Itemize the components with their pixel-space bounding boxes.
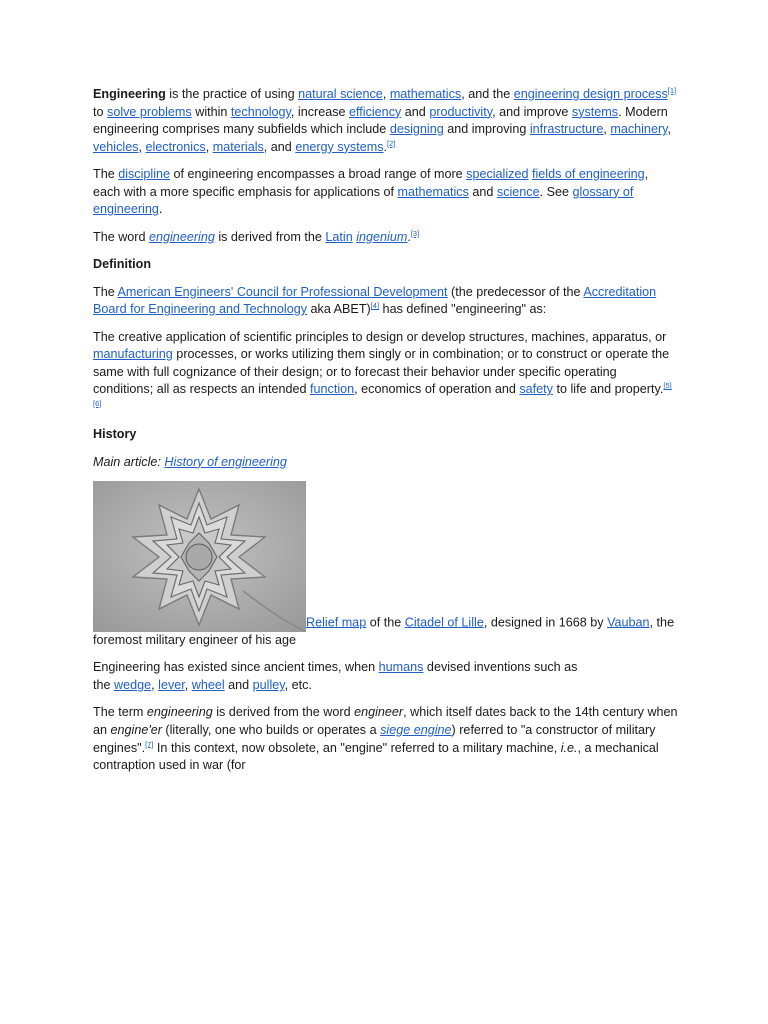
text-run: , <box>667 122 672 137</box>
text-run: , the foremost military engineer of his age <box>93 615 675 648</box>
citation-link[interactable]: [6] <box>93 398 102 408</box>
text-run: , each with a more specific emphasis for applications of <box>93 167 649 199</box>
link-mathematics[interactable]: mathematics <box>389 87 462 101</box>
text-run: The word <box>93 229 149 244</box>
link-history-of-engineering[interactable] <box>164 455 287 469</box>
text-run: to <box>93 104 108 119</box>
text-run: Engineering has existed since ancient times, when <box>93 660 379 675</box>
text-run: and <box>224 678 253 693</box>
text-run: . <box>383 139 387 154</box>
text-run: of engineering encompasses a broad range of more <box>170 167 467 182</box>
bold-term: Engineering <box>93 87 166 101</box>
text-run: is the practice of using <box>165 87 299 101</box>
link-materials[interactable]: materials <box>212 139 264 154</box>
link-machinery[interactable]: machinery <box>610 122 668 137</box>
italic-text: ingenium <box>356 229 408 244</box>
text-run: , and <box>263 139 296 154</box>
link-mathematics-2[interactable]: mathematics <box>397 184 469 199</box>
citation-link[interactable]: [5] <box>663 381 672 391</box>
text-run: , <box>184 678 192 693</box>
text-run: , economics of operation and <box>354 382 520 397</box>
link-designing[interactable]: designing <box>389 122 444 137</box>
text-run: The creative application of scientific principles to design or develop structures, machines, apparatus, or <box>93 329 667 344</box>
italic-text: engineering <box>149 229 215 244</box>
definition-quote-paragraph <box>93 329 678 417</box>
link-discipline[interactable]: discipline <box>118 167 171 182</box>
link-ecpd[interactable]: American Engineers' Council for Professional Development <box>117 284 448 299</box>
link-safety[interactable]: safety <box>519 382 553 397</box>
link-function[interactable]: function <box>310 382 355 397</box>
link-citadel-of-lille[interactable]: Citadel of Lille <box>404 615 484 630</box>
link-relief-map[interactable]: Relief map <box>306 615 367 630</box>
text-run: The <box>93 284 118 299</box>
link-humans[interactable]: humans <box>378 660 424 675</box>
text-run: , etc. <box>284 678 312 693</box>
text-run: ) referred to "a constructor of military engines". <box>93 723 656 755</box>
link-latin[interactable]: Latin <box>325 229 353 244</box>
italic-text: i.e. <box>560 740 578 755</box>
link-energy-systems[interactable]: energy systems <box>295 139 384 154</box>
text-run: . <box>407 229 411 244</box>
text-run: and improving <box>443 122 530 137</box>
citation-4[interactable] <box>371 301 379 310</box>
link-technology[interactable]: technology <box>230 104 291 119</box>
link-systems[interactable]: systems <box>571 104 619 119</box>
text-run: , <box>151 678 159 693</box>
etymology-paragraph <box>93 229 678 247</box>
main-article-label: Main article: <box>93 454 165 469</box>
text-run: . See <box>539 184 573 199</box>
citation-2[interactable] <box>387 139 395 148</box>
citation-5[interactable] <box>663 381 671 390</box>
document-page <box>93 86 678 785</box>
italic-text: engineering <box>146 705 213 720</box>
text-run: , which itself dates back to the 14th century when an <box>93 705 678 738</box>
text-run: , designed in 1668 by <box>483 615 608 630</box>
text-run: , increase <box>290 104 350 119</box>
link-abet[interactable]: Accreditation Board for Engineering and Technology <box>93 284 657 317</box>
link-wheel[interactable]: wheel <box>191 678 225 693</box>
text-run: to life and property. <box>552 382 664 397</box>
definition-paragraph <box>93 284 678 319</box>
section-heading-definition: Definition <box>93 257 152 272</box>
link-productivity[interactable]: productivity <box>429 104 493 119</box>
text-run: . Modern engineering comprises many subfields which include <box>93 104 668 137</box>
link-infrastructure[interactable]: infrastructure <box>529 122 604 137</box>
text-run: . <box>158 202 163 217</box>
text-run: , a mechanical contraption used in war (for <box>93 740 659 773</box>
text-run: is derived from the <box>214 229 326 244</box>
link-electronics[interactable]: electronics <box>145 139 206 154</box>
text-run: of the <box>366 615 405 630</box>
section-heading-history: History <box>93 427 137 442</box>
citation-1[interactable] <box>668 86 676 95</box>
citation-link[interactable]: [3] <box>410 228 420 238</box>
link-engineering-design-process[interactable]: engineering design process <box>513 87 668 101</box>
term-origin-paragraph <box>93 704 678 774</box>
text-run: processes, or works utilizing them singly or in combination; or to construct or operate the same with full cognizance of their design; or to forecast their behavior under specific operating conditions; all as respects an intended <box>93 347 670 397</box>
text-run: , and improve <box>492 104 572 119</box>
text-run: , <box>603 122 611 137</box>
link-engineering[interactable] <box>149 230 215 244</box>
italic-text: engineer <box>354 705 404 720</box>
link-siege-engine[interactable] <box>380 723 451 737</box>
text-run: The term <box>93 705 147 720</box>
citation-link[interactable]: [1] <box>667 85 677 95</box>
italic-text: siege engine <box>380 723 452 738</box>
text-run: has defined "engineering" as: <box>379 302 547 317</box>
link-vehicles[interactable]: vehicles <box>93 139 139 154</box>
text-run: (literally, one who builds or operates a <box>161 723 381 738</box>
text-run: , <box>382 87 390 101</box>
text-run: , <box>138 139 146 154</box>
link-natural-science[interactable]: natural science <box>298 87 383 101</box>
italic-text: History of engineering <box>164 454 287 469</box>
text-run: The <box>93 167 119 182</box>
text-run: is derived from the word <box>212 705 355 720</box>
text-run: aka ABET) <box>307 302 371 317</box>
figure-with-caption <box>93 481 678 650</box>
citation-3[interactable] <box>411 229 419 238</box>
citation-link[interactable]: [4] <box>370 300 380 310</box>
main-article-note <box>93 454 678 472</box>
link-efficiency[interactable]: efficiency <box>349 104 402 119</box>
intro-paragraph <box>93 86 678 156</box>
citadel-relief-image <box>93 481 306 632</box>
discipline-paragraph <box>93 166 678 219</box>
link-pulley[interactable]: pulley <box>252 678 285 693</box>
link-fields-of-engineering[interactable]: fields of engineering <box>531 167 645 182</box>
link-specialized[interactable]: specialized <box>466 167 529 182</box>
text-run: , <box>205 139 213 154</box>
relief-map-image[interactable] <box>93 481 306 632</box>
text-run: In this context, now obsolete, an "engine" referred to a military machine, <box>153 740 561 755</box>
link-science[interactable]: science <box>496 184 540 199</box>
text-run: within <box>191 104 231 119</box>
text-run: (the predecessor of the <box>447 284 584 299</box>
citation-6[interactable] <box>93 399 101 408</box>
citation-link[interactable]: [7] <box>145 739 154 749</box>
text-run: and <box>468 184 497 199</box>
link-vauban[interactable]: Vauban <box>607 615 650 630</box>
link-wedge[interactable]: wedge <box>114 678 152 693</box>
italic-text: engine'er <box>110 723 162 738</box>
citation-link[interactable]: [2] <box>387 138 396 148</box>
link-ingenium[interactable] <box>356 230 407 244</box>
link-solve-problems[interactable]: solve problems <box>107 104 192 119</box>
text-run: and <box>401 104 430 119</box>
link-glossary-of-engineering[interactable]: glossary of engineering <box>93 184 634 217</box>
ancient-times-paragraph <box>93 659 593 694</box>
text-run: devised inventions such as the <box>93 660 578 693</box>
link-manufacturing[interactable]: manufacturing <box>93 347 173 362</box>
text-run: , and the <box>461 87 514 101</box>
link-lever[interactable]: lever <box>158 678 185 693</box>
